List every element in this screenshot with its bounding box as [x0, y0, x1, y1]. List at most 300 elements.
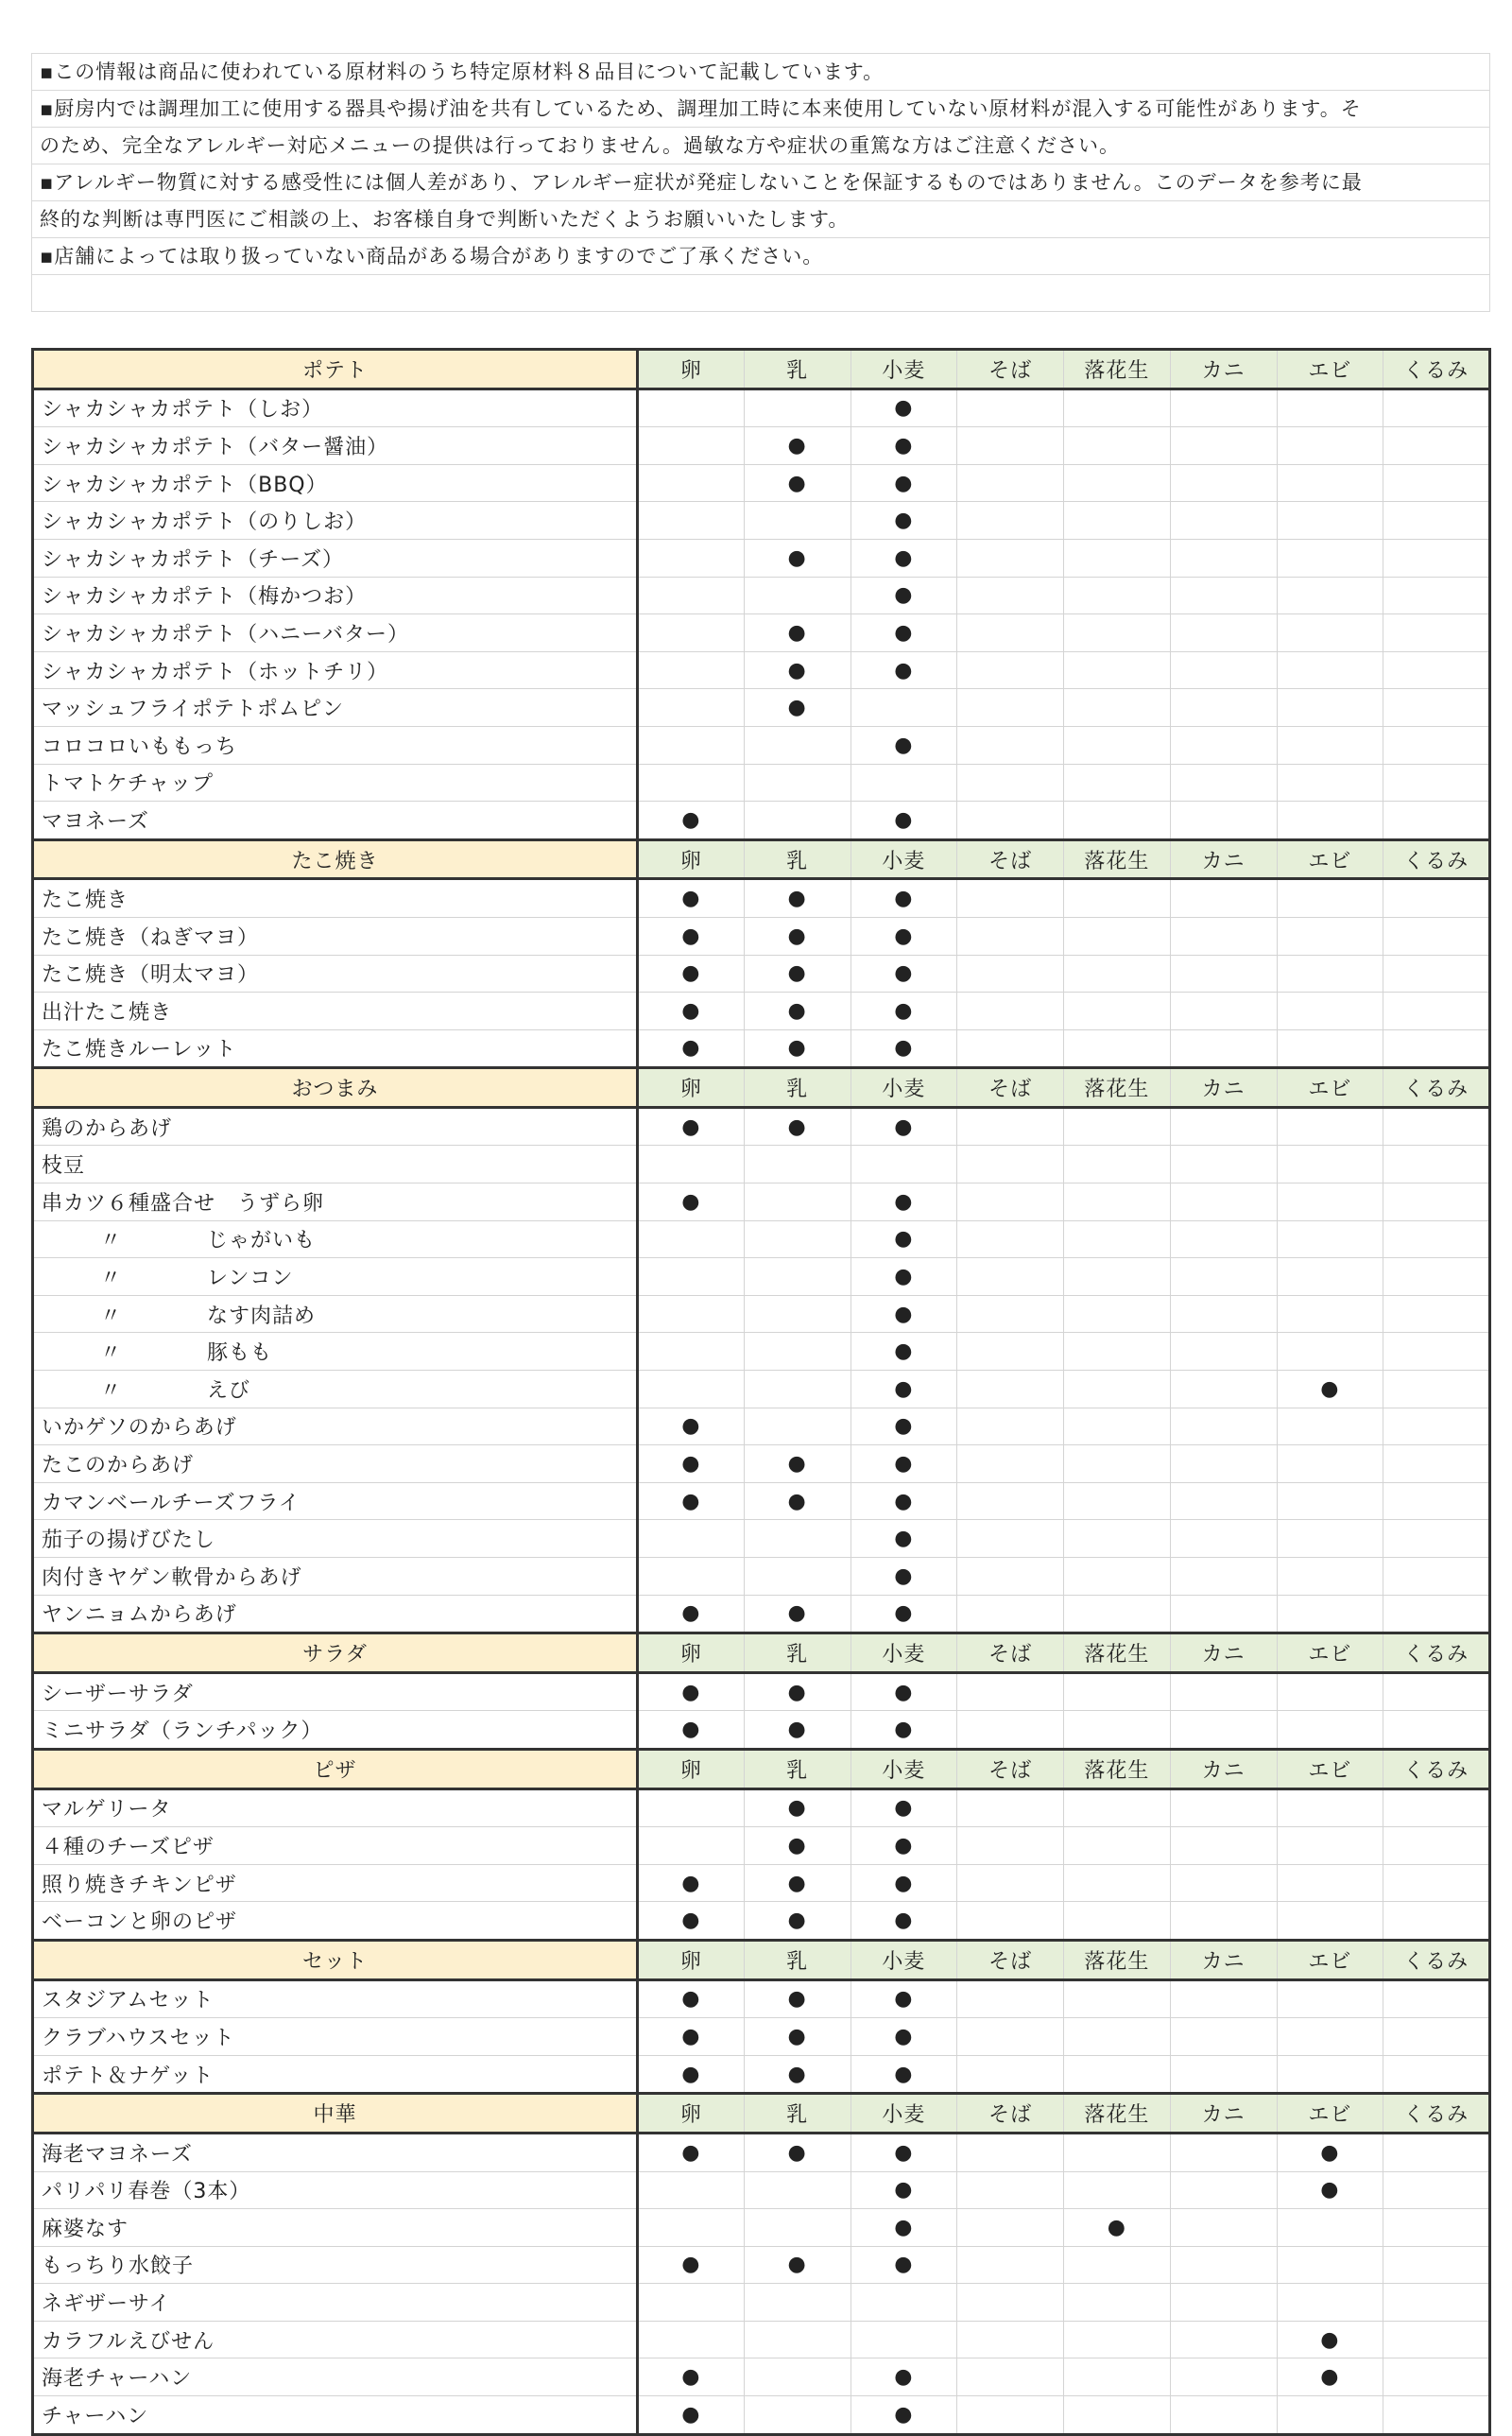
- item-name: 肉付きヤゲン軟骨からあげ: [33, 1558, 638, 1596]
- allergen-cell: [1064, 2246, 1171, 2284]
- allergen-cell: [1170, 1445, 1277, 1483]
- blank-row: [32, 275, 1489, 312]
- allergen-cell: [1383, 2396, 1490, 2435]
- allergen-cell: [1064, 802, 1171, 840]
- allergen-cell: [1170, 689, 1277, 727]
- allergen-cell: [1064, 2284, 1171, 2322]
- allergen-cell: [744, 1371, 850, 1408]
- allergen-cell: [1383, 464, 1490, 502]
- allergen-cell: [1064, 1482, 1171, 1520]
- table-row: [33, 502, 1490, 540]
- allergen-cell: [1064, 502, 1171, 540]
- allergen-header: 落花生: [1064, 839, 1171, 879]
- allergen-cell: [1064, 2055, 1171, 2094]
- table-row: [33, 1258, 1490, 1296]
- item-name: シーザーサラダ: [33, 1672, 638, 1711]
- allergen-cell: [1064, 1595, 1171, 1633]
- sub-item-name: なす肉詰め: [207, 1304, 317, 1328]
- allergen-mark: ●: [744, 539, 850, 577]
- allergen-cell: [957, 955, 1064, 993]
- table-row: [33, 1295, 1490, 1333]
- item-name: たこ焼き（明太マヨ）: [33, 955, 638, 993]
- allergen-header: くるみ: [1383, 1940, 1490, 1979]
- allergen-cell: [1170, 955, 1277, 993]
- allergen-mark: ●: [850, 614, 957, 652]
- allergen-mark: ●: [744, 614, 850, 652]
- allergen-cell: [1170, 1979, 1277, 2018]
- item-name: 鶏のからあげ: [33, 1107, 638, 1146]
- allergen-header: 卵: [638, 2094, 745, 2134]
- allergen-cell: [1170, 1333, 1277, 1371]
- item-name: 海老マヨネーズ: [33, 2133, 638, 2171]
- allergen-cell: [638, 2284, 745, 2322]
- allergen-cell: [1383, 1107, 1490, 1146]
- table-row: [33, 1595, 1490, 1633]
- note-line: ▪店舗によっては取り扱っていない商品がある場合がありますのでご了承ください。: [32, 238, 1489, 275]
- sub-item-name: えび: [207, 1378, 251, 1403]
- allergen-cell: [1170, 464, 1277, 502]
- allergen-cell: [744, 1295, 850, 1333]
- allergen-mark: ●: [850, 2396, 957, 2435]
- category-name: ピザ: [33, 1749, 638, 1788]
- allergen-cell: [1064, 2358, 1171, 2396]
- allergen-cell: [1383, 539, 1490, 577]
- allergen-cell: [1277, 1979, 1383, 2018]
- allergen-cell: [957, 539, 1064, 577]
- allergen-header: 乳: [744, 1068, 850, 1108]
- allergen-cell: [1170, 1295, 1277, 1333]
- category-name: サラダ: [33, 1633, 638, 1673]
- allergen-cell: [1383, 1788, 1490, 1827]
- allergen-mark: ●: [1277, 2358, 1383, 2396]
- allergen-cell: [957, 802, 1064, 840]
- allergen-cell: [1383, 1445, 1490, 1483]
- allergen-cell: [1170, 917, 1277, 955]
- category-name: おつまみ: [33, 1068, 638, 1108]
- allergen-cell: [638, 2171, 745, 2209]
- allergen-header: カニ: [1170, 1940, 1277, 1979]
- allergen-mark: ●: [850, 1788, 957, 1827]
- allergen-mark: ●: [638, 1672, 745, 1711]
- allergen-cell: [957, 2209, 1064, 2247]
- allergen-mark: ●: [850, 502, 957, 540]
- allergen-mark: ●: [850, 1482, 957, 1520]
- table-row: [33, 1183, 1490, 1221]
- allergen-cell: [957, 2018, 1064, 2056]
- allergen-cell: [1383, 1979, 1490, 2018]
- allergen-cell: [957, 1220, 1064, 1258]
- item-name: シャカシャカポテト（バター醤油）: [33, 427, 638, 465]
- item-name: 麻婆なす: [33, 2209, 638, 2247]
- allergen-header: 乳: [744, 350, 850, 389]
- item-name: チャーハン: [33, 2396, 638, 2435]
- allergen-mark: ●: [850, 1220, 957, 1258]
- allergen-cell: [1064, 689, 1171, 727]
- allergen-cell: [1383, 1827, 1490, 1865]
- allergen-cell: [1277, 1146, 1383, 1183]
- item-name: マッシュフライポテトポムピン: [33, 689, 638, 727]
- allergen-cell: [957, 1371, 1064, 1408]
- allergen-header: 落花生: [1064, 1749, 1171, 1788]
- allergen-header: 落花生: [1064, 1068, 1171, 1108]
- item-name: 枝豆: [33, 1146, 638, 1183]
- allergen-cell: [1064, 993, 1171, 1030]
- allergen-cell: [744, 2209, 850, 2247]
- allergen-mark: ●: [744, 1788, 850, 1827]
- allergen-header: カニ: [1170, 1068, 1277, 1108]
- allergen-header: そば: [957, 1068, 1064, 1108]
- allergen-cell: [1277, 614, 1383, 652]
- ditto-mark: 〃: [99, 1341, 122, 1366]
- allergen-cell: [1383, 1258, 1490, 1296]
- allergen-cell: [1277, 539, 1383, 577]
- allergen-cell: [1277, 2284, 1383, 2322]
- item-name: シャカシャカポテト（しお）: [33, 389, 638, 427]
- allergen-mark: ●: [850, 464, 957, 502]
- allergen-mark: ●: [744, 2246, 850, 2284]
- allergen-cell: [957, 502, 1064, 540]
- table-row: [33, 577, 1490, 614]
- allergen-mark: ●: [850, 651, 957, 689]
- sub-item-name: じゃがいも: [207, 1229, 317, 1253]
- allergen-cell: [1383, 1558, 1490, 1596]
- allergen-cell: [1170, 2055, 1277, 2094]
- allergen-mark: ●: [638, 1029, 745, 1068]
- allergen-cell: [744, 1333, 850, 1371]
- allergen-cell: [1064, 464, 1171, 502]
- allergen-mark: ●: [638, 955, 745, 993]
- allergen-header: 乳: [744, 2094, 850, 2134]
- allergen-cell: [744, 1408, 850, 1445]
- allergen-cell: [957, 2321, 1064, 2358]
- allergen-mark: ●: [850, 2358, 957, 2396]
- allergen-mark: ●: [638, 879, 745, 918]
- allergen-mark: ●: [744, 651, 850, 689]
- allergen-cell: [957, 577, 1064, 614]
- allergen-mark: ●: [744, 1029, 850, 1068]
- allergen-cell: [1170, 2284, 1277, 2322]
- allergen-mark: ●: [638, 2358, 745, 2396]
- allergen-cell: [1170, 802, 1277, 840]
- table-row: [33, 879, 1490, 918]
- allergen-cell: [1064, 879, 1171, 918]
- allergen-cell: [957, 879, 1064, 918]
- allergen-mark: ●: [744, 1864, 850, 1902]
- allergen-cell: [850, 1146, 957, 1183]
- allergen-cell: [1170, 1672, 1277, 1711]
- item-name: [33, 1258, 638, 1296]
- allergen-cell: [1064, 1979, 1171, 2018]
- ditto-mark: 〃: [99, 1229, 122, 1253]
- allergen-cell: [1277, 577, 1383, 614]
- allergen-header: 乳: [744, 839, 850, 879]
- allergen-mark: ●: [744, 1595, 850, 1633]
- allergen-cell: [1064, 1183, 1171, 1221]
- allergen-cell: [1170, 2321, 1277, 2358]
- table-row: [33, 917, 1490, 955]
- item-name: ミニサラダ（ランチパック）: [33, 1711, 638, 1750]
- item-name: カラフルえびせん: [33, 2321, 638, 2358]
- allergen-mark: ●: [1277, 2171, 1383, 2209]
- ditto-mark: 〃: [99, 1304, 122, 1328]
- item-name: ４種のチーズピザ: [33, 1827, 638, 1865]
- allergen-mark: ●: [638, 1595, 745, 1633]
- allergen-cell: [957, 1482, 1064, 1520]
- allergen-cell: [1383, 955, 1490, 993]
- allergen-mark: ●: [850, 1672, 957, 1711]
- allergen-cell: [1277, 1827, 1383, 1865]
- allergen-header: 卵: [638, 1633, 745, 1673]
- table-row: [33, 2284, 1490, 2322]
- table-row: [33, 1445, 1490, 1483]
- table-row: [33, 2209, 1490, 2247]
- allergen-cell: [957, 764, 1064, 802]
- allergen-mark: ●: [638, 2055, 745, 2094]
- table-row: [33, 1146, 1490, 1183]
- allergen-cell: [1383, 2284, 1490, 2322]
- item-name: シャカシャカポテト（BBQ）: [33, 464, 638, 502]
- ditto-mark: 〃: [99, 1378, 122, 1403]
- allergen-header: 小麦: [850, 350, 957, 389]
- allergen-cell: [1383, 1408, 1490, 1445]
- item-name: マヨネーズ: [33, 802, 638, 840]
- ditto-mark: 〃: [99, 1267, 122, 1291]
- allergen-cell: [957, 1520, 1064, 1558]
- note-line: ▪厨房内では調理加工に使用する器具や揚げ油を共有しているため、調理加工時に本来使用していない原材料が混入する可能性があります。そ: [32, 91, 1489, 128]
- allergen-cell: [957, 464, 1064, 502]
- category-name: セット: [33, 1940, 638, 1979]
- allergen-mark: ●: [638, 1902, 745, 1941]
- allergen-cell: [1064, 1520, 1171, 1558]
- allergen-cell: [1277, 1864, 1383, 1902]
- allergen-cell: [957, 726, 1064, 764]
- allergen-cell: [638, 1788, 745, 1827]
- allergen-cell: [638, 502, 745, 540]
- allergen-cell: [1383, 764, 1490, 802]
- allergen-mark: ●: [850, 577, 957, 614]
- allergen-cell: [638, 1520, 745, 1558]
- table-row: [33, 389, 1490, 427]
- allergen-header: くるみ: [1383, 1633, 1490, 1673]
- allergen-mark: ●: [1277, 1371, 1383, 1408]
- allergen-header: エビ: [1277, 1940, 1383, 1979]
- allergen-cell: [638, 577, 745, 614]
- allergen-cell: [1383, 502, 1490, 540]
- allergen-cell: [957, 1827, 1064, 1865]
- allergen-header: 落花生: [1064, 2094, 1171, 2134]
- table-row: [33, 651, 1490, 689]
- allergen-cell: [744, 502, 850, 540]
- allergen-header: カニ: [1170, 1749, 1277, 1788]
- table-row: [33, 993, 1490, 1030]
- allergen-header: 落花生: [1064, 350, 1171, 389]
- allergen-cell: [744, 1558, 850, 1596]
- allergen-cell: [1064, 1408, 1171, 1445]
- allergen-cell: [850, 764, 957, 802]
- sub-item-name: 豚もも: [207, 1341, 273, 1366]
- item-name: たこ焼きルーレット: [33, 1029, 638, 1068]
- allergen-cell: [1064, 539, 1171, 577]
- allergen-cell: [1383, 2209, 1490, 2247]
- allergen-mark: ●: [850, 1107, 957, 1146]
- notes-block: [31, 53, 1490, 312]
- allergen-cell: [1383, 1711, 1490, 1750]
- allergen-cell: [1064, 1029, 1171, 1068]
- allergen-mark: ●: [638, 1107, 745, 1146]
- allergen-mark: ●: [850, 539, 957, 577]
- allergen-mark: ●: [638, 1979, 745, 2018]
- allergen-cell: [1064, 2321, 1171, 2358]
- item-name: コロコロいももっち: [33, 726, 638, 764]
- allergen-cell: [638, 2209, 745, 2247]
- allergen-cell: [1277, 2055, 1383, 2094]
- allergen-cell: [1064, 955, 1171, 993]
- note-line: 終的な判断は専門医にご相談の上、お客様自身で判断いただくようお願いいたします。: [32, 201, 1489, 238]
- allergen-header: エビ: [1277, 350, 1383, 389]
- allergen-mark: ●: [744, 1902, 850, 1941]
- table-row: [33, 2396, 1490, 2435]
- allergen-cell: [1277, 1672, 1383, 1711]
- allergen-cell: [1064, 1220, 1171, 1258]
- allergen-mark: ●: [638, 1445, 745, 1483]
- allergen-cell: [1170, 651, 1277, 689]
- allergen-cell: [1170, 2396, 1277, 2435]
- item-name: 海老チャーハン: [33, 2358, 638, 2396]
- allergen-cell: [1277, 427, 1383, 465]
- note-line: ▪この情報は商品に使われている原材料のうち特定原材料８品目について記載しています。: [32, 54, 1489, 91]
- allergen-cell: [744, 726, 850, 764]
- allergen-mark: ●: [850, 427, 957, 465]
- allergen-cell: [638, 1146, 745, 1183]
- item-name: スタジアムセット: [33, 1979, 638, 2018]
- allergen-cell: [957, 614, 1064, 652]
- allergen-cell: [1064, 1672, 1171, 1711]
- allergen-cell: [744, 1146, 850, 1183]
- allergen-mark: ●: [638, 2396, 745, 2435]
- item-name: マルゲリータ: [33, 1788, 638, 1827]
- allergen-cell: [1277, 651, 1383, 689]
- allergen-cell: [1170, 2209, 1277, 2247]
- allergen-header: 卵: [638, 1940, 745, 1979]
- allergen-cell: [1383, 1672, 1490, 1711]
- allergen-cell: [957, 651, 1064, 689]
- allergen-cell: [638, 651, 745, 689]
- allergen-header: そば: [957, 1633, 1064, 1673]
- allergen-cell: [850, 689, 957, 727]
- category-header-row: [33, 1749, 1490, 1788]
- allergen-mark: ●: [638, 917, 745, 955]
- allergen-cell: [1277, 802, 1383, 840]
- allergen-header: 卵: [638, 1068, 745, 1108]
- allergen-mark: ●: [744, 464, 850, 502]
- allergen-cell: [1383, 1146, 1490, 1183]
- allergen-cell: [638, 389, 745, 427]
- allergen-header: そば: [957, 2094, 1064, 2134]
- allergen-cell: [1277, 1788, 1383, 1827]
- allergen-cell: [1170, 539, 1277, 577]
- allergen-cell: [638, 427, 745, 465]
- allergen-mark: ●: [850, 1520, 957, 1558]
- allergen-cell: [957, 1788, 1064, 1827]
- allergen-header: くるみ: [1383, 2094, 1490, 2134]
- allergen-header: エビ: [1277, 1633, 1383, 1673]
- allergen-cell: [957, 1295, 1064, 1333]
- item-name: [33, 1333, 638, 1371]
- category-name: ポテト: [33, 350, 638, 389]
- allergen-cell: [1383, 917, 1490, 955]
- allergen-cell: [1277, 955, 1383, 993]
- allergen-mark: ●: [850, 1371, 957, 1408]
- allergen-cell: [1277, 879, 1383, 918]
- allergen-cell: [1277, 1595, 1383, 1633]
- allergen-cell: [1064, 917, 1171, 955]
- allergen-cell: [744, 802, 850, 840]
- category-name: たこ焼き: [33, 839, 638, 879]
- item-name: もっちり水餃子: [33, 2246, 638, 2284]
- allergen-header: 乳: [744, 1749, 850, 1788]
- item-name: パリパリ春巻（3本）: [33, 2171, 638, 2209]
- allergen-cell: [1277, 2018, 1383, 2056]
- allergen-header: 乳: [744, 1633, 850, 1673]
- table-row: [33, 1520, 1490, 1558]
- allergen-mark: ●: [744, 917, 850, 955]
- allergen-header: 小麦: [850, 839, 957, 879]
- item-name: 茄子の揚げびたし: [33, 1520, 638, 1558]
- allergen-mark: ●: [638, 2133, 745, 2171]
- allergen-cell: [1383, 726, 1490, 764]
- allergen-cell: [1170, 1864, 1277, 1902]
- item-name: [33, 1220, 638, 1258]
- allergen-header: 小麦: [850, 1940, 957, 1979]
- table-row: [33, 1371, 1490, 1408]
- item-name: カマンベールチーズフライ: [33, 1482, 638, 1520]
- allergen-cell: [1064, 1295, 1171, 1333]
- item-name: [33, 1371, 638, 1408]
- allergen-cell: [744, 1220, 850, 1258]
- allergen-cell: [1170, 879, 1277, 918]
- item-name: ネギザーサイ: [33, 2284, 638, 2322]
- category-header-row: [33, 1633, 1490, 1673]
- table-row: [33, 1029, 1490, 1068]
- allergen-mark: ●: [850, 1029, 957, 1068]
- allergen-cell: [638, 1295, 745, 1333]
- allergen-mark: ●: [850, 1827, 957, 1865]
- allergen-cell: [1277, 1295, 1383, 1333]
- allergen-cell: [957, 1146, 1064, 1183]
- allergen-cell: [1383, 1371, 1490, 1408]
- allergen-mark: ●: [850, 917, 957, 955]
- table-row: [33, 1220, 1490, 1258]
- allergen-cell: [957, 1711, 1064, 1750]
- category-header-row: [33, 350, 1490, 389]
- allergen-mark: ●: [744, 1445, 850, 1483]
- allergen-cell: [957, 1029, 1064, 1068]
- allergen-cell: [957, 1107, 1064, 1146]
- category-header-row: [33, 839, 1490, 879]
- allergen-cell: [1170, 1827, 1277, 1865]
- table-row: [33, 539, 1490, 577]
- allergen-cell: [1170, 726, 1277, 764]
- allergen-cell: [1277, 1445, 1383, 1483]
- allergen-header: そば: [957, 1940, 1064, 1979]
- allergen-cell: [1277, 1520, 1383, 1558]
- allergen-cell: [1170, 1595, 1277, 1633]
- allergen-cell: [1170, 2246, 1277, 2284]
- table-row: [33, 2321, 1490, 2358]
- allergen-cell: [1383, 993, 1490, 1030]
- allergen-mark: ●: [850, 726, 957, 764]
- allergen-cell: [1170, 993, 1277, 1030]
